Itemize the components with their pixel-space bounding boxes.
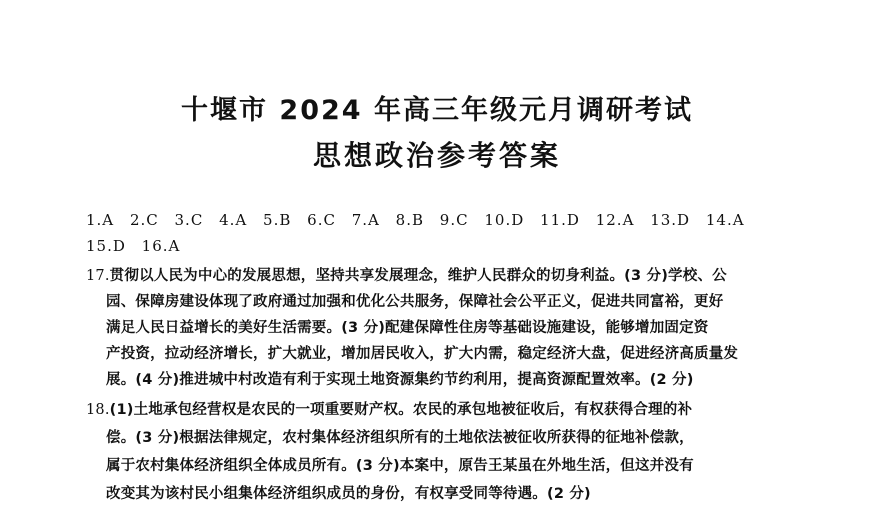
choice-answer: 14.A [705,211,745,229]
choice-answers-row-1 [86,211,755,229]
q17-text: 贯彻以人民为中心的发展思想，坚持共享发展理念，维护人民群众的切身利益。(3 分)学校、公 [109,268,727,284]
choice-answer: 10.D [484,211,525,229]
choice-answer: 11.D [540,211,580,229]
q17-number: 17. [86,268,110,284]
q18-line-3: 属于农村集体经济组织全体成员所有。(3 分)本案中，原告王某虽在外地生活，但这并没有 [106,458,694,474]
q18-line-2: 偿。(3 分)根据法律规定，农村集体经济组织所有的土地依法被征收所获得的征地补偿款， [106,430,694,446]
page-title: 十堰市 2024 年高三年级元月调研考试 [181,95,693,126]
q17-line-2: 园、保障房建设体现了政府通过加强和优化公共服务，保障社会公平正义，促进共同富裕，更好 [106,294,724,310]
choice-answer: 13.D [650,211,691,229]
choice-answer: 9.C [439,211,469,229]
q17-line-3: 满足人民日益增长的美好生活需要。(3 分)配建保障性住房等基础设施建设，能够增加固定资 [106,320,709,336]
q17-line-5: 展。(4 分)推进城中村改造有利于实现土地资源集约节约利用，提高资源配置效率。(2 分) [106,372,694,388]
choice-answers-row-2 [86,237,190,255]
q18-text: (1)土地承包经营权是农民的一项重要财产权。农民的承包地被征收后，有权获得合理的补 [109,402,693,418]
choice-answer: 12.A [595,211,635,229]
q18-line-4: 改变其为该村民小组集体经济组织成员的身份，有权享受同等待遇。(2 分) [106,486,591,502]
q17-line-4: 产投资，拉动经济增长，扩大就业，增加居民收入，扩大内需，稳定经济大盘，促进经济高质量发 [106,346,739,362]
q17-line-1 [86,263,727,289]
choice-answer: 7.A [351,211,380,229]
choice-answer: 5.B [263,211,292,229]
choice-answer: 15.D [86,237,126,255]
choice-answer: 6.C [307,211,336,229]
choice-answer: 16.A [141,237,181,255]
choice-answer: 1.A [86,211,115,229]
choice-answer: 2.C [129,211,159,229]
choice-answer: 4.A [219,211,248,229]
q18-line-1 [86,397,692,423]
page-subtitle: 思想政治参考答案 [312,139,561,172]
q18-number: 18. [86,402,110,418]
choice-answer: 3.C [174,211,204,229]
choice-answer: 8.B [395,211,425,229]
